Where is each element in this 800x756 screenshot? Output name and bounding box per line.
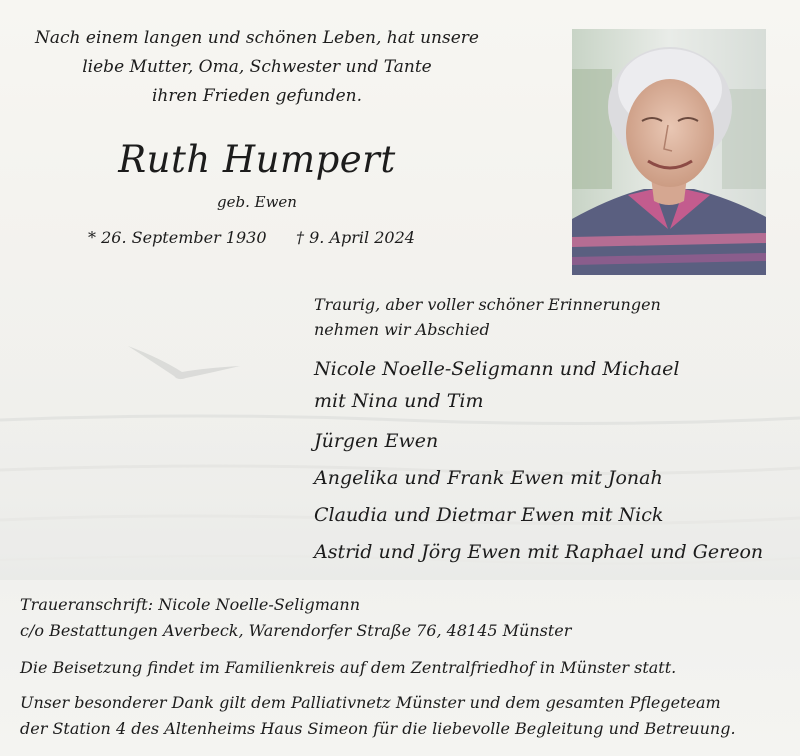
thanks-line: Unser besonderer Dank gilt dem Palliativnetz Münster und dem gesamten Pflegeteam <box>20 693 721 712</box>
intro-line: Nach einem langen und schönen Leben, hat unsere <box>35 28 479 48</box>
mourning-text <box>314 292 661 342</box>
family-entry: Angelika und Frank Ewen mit Jonah <box>314 467 663 489</box>
intro-line: ihren Frieden gefunden. <box>151 86 363 106</box>
family-entry: Nicole Noelle-Seligmann und Michael <box>314 358 680 380</box>
family-entry: Jürgen Ewen <box>314 430 439 452</box>
mourning-line: Traurig, aber voller schöner Erinnerungen <box>314 295 661 314</box>
thanks-line: der Station 4 des Altenheims Haus Simeon für die liebevolle Begleitung und Betreuung. <box>20 719 736 738</box>
family-entry: Astrid und Jörg Ewen mit Raphael und Gereon <box>314 541 764 563</box>
maiden-name: geb. Ewen <box>217 193 297 211</box>
family-entry-continuation: mit Nina und Tim <box>314 390 484 412</box>
deceased-name: Ruth Humpert <box>118 138 396 181</box>
birth-date: * 26. September 1930 <box>88 228 267 247</box>
family-entry: Claudia und Dietmar Ewen mit Nick <box>314 504 664 526</box>
death-date: † 9. April 2024 <box>296 228 415 247</box>
portrait-photo <box>572 29 766 275</box>
address-line: c/o Bestattungen Averbeck, Warendorfer Straße 76, 48145 Münster <box>20 621 572 640</box>
burial-notice: Die Beisetzung findet im Familienkreis auf dem Zentralfriedhof in Münster statt. <box>20 658 677 677</box>
intro-line: liebe Mutter, Oma, Schwester und Tante <box>82 57 432 77</box>
mourning-line: nehmen wir Abschied <box>314 320 490 339</box>
address-line: Traueranschrift: Nicole Noelle-Seligmann <box>20 595 361 614</box>
intro-text <box>20 24 494 111</box>
